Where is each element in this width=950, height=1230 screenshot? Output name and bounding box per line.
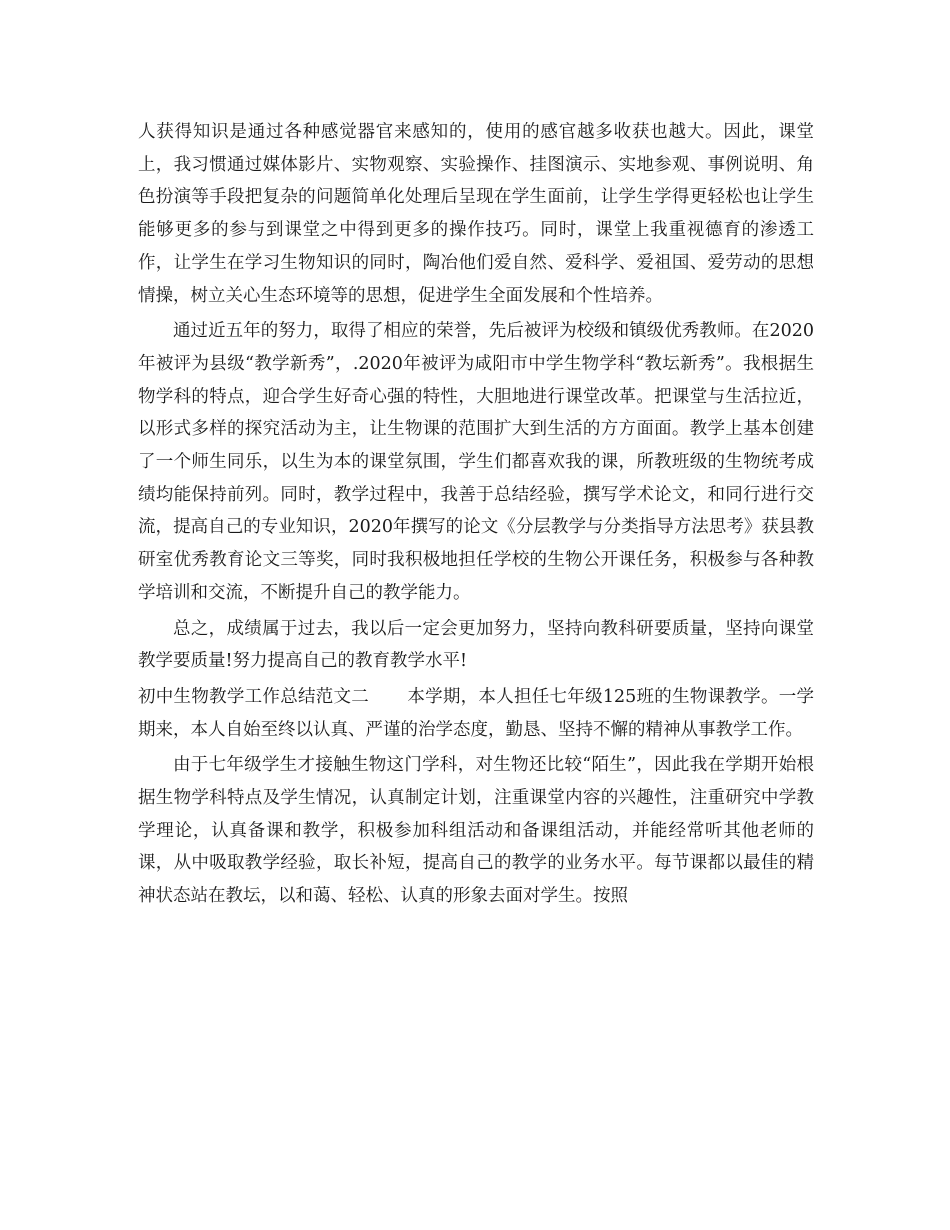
paragraph-section-two-intro [138,681,814,746]
paragraph-text: 人获得知识是通过各种感觉器官来感知的，使用的感官越多收获也越大。因此，课堂上，我习惯通过媒体影片、实物观察、实验操作、挂图演示、实地参观、事例说明、角色扮演等手段把复杂的问题简单化处理后呈现在学生面前，让学生学得更轻松也让学生能够更多的参与到课堂之中得到更多的操作技巧。同时，课堂上我重视德育的渗透工作，让学生在学习生物知识的同时，陶冶他们爱自然、爱科学、爱祖国、爱劳动的思想情操，树立关心生态环境等的思想，促进学生全面发展和个性培养。 [138,122,814,306]
document-body [138,116,814,916]
paragraph-text: 本学期，本人担任七年级125班的生物课教学。一学期来，本人自始至终以认真、严谨的治学态度，勤恳、坚持不懈的精神从事教学工作。 [138,686,814,740]
section-heading: 初中生物教学工作总结范文二 [138,686,370,707]
paragraph-text: 通过近五年的努力，取得了相应的荣誉，先后被评为校级和镇级优秀教师。在2020年被评为县级“教学新秀”，.2020年被评为咸阳市中学生物学科“教坛新秀”。我根据生物学科的特点，迎合学生好奇心强的特性，大胆地进行课堂改革。把课堂与生活拉近，以形式多样的探究活动为主，让生物课的范围扩大到生活的方方面面。教学上基本创建了一个师生同乐，以生为本的课堂氛围，学生们都喜欢我的课，所教班级的生物统考成绩均能保持前列。同时，教学过程中，我善于总结经验，撰写学术论文，和同行进行交流，提高自己的专业知识，2020年撰写的论文《分层教学与分类指导方法思考》获县教研室优秀教育论文三等奖，同时我积极地担任学校的生物公开课任务，积极参与各种教学培训和交流，不断提升自己的教学能力。 [138,321,814,603]
paragraph-grade-seven [138,749,814,913]
paragraph-sensory-learning [138,116,814,312]
paragraph-text: 由于七年级学生才接触生物这门学科，对生物还比较“陌生”，因此我在学期开始根据生物学科特点及学生情况，认真制定计划，注重课堂内容的兴趣性，注重研究中学教学理论，认真备课和教学，积极参加科组活动和备课组活动，并能经常听其他老师的课，从中吸取教学经验，取长补短，提高自己的教学的业务水平。每节课都以最佳的精神状态站在教坛，以和蔼、轻松、认真的形象去面对学生。按照 [138,755,814,907]
paragraph-honors [138,315,814,609]
paragraph-conclusion [138,613,814,678]
paragraph-text: 总之，成绩属于过去，我以后一定会更加努力，坚持向教科研要质量，坚持向课堂教学要质量!努力提高自己的教育教学水平! [138,618,814,672]
